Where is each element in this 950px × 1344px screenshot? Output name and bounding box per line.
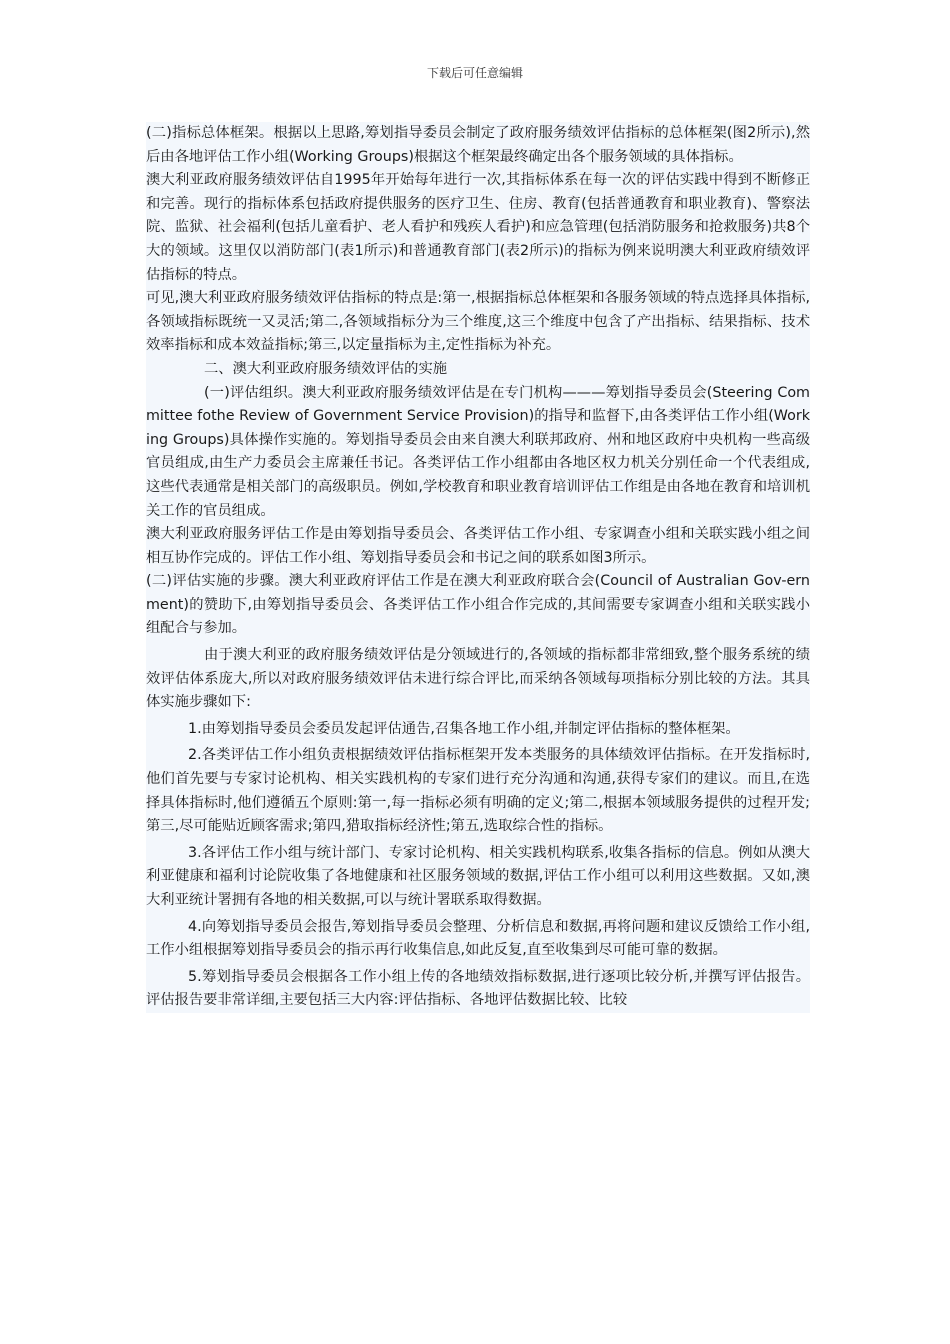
paragraph-collaboration: 澳大利亚政府服务评估工作是由筹划指导委员会、各类评估工作小组、专家调查小组和关联实践小组之间相互协作完成的。评估工作小组、筹划指导委员会和书记之间的联系如图3所示。	[146, 526, 810, 566]
step-2: 2.各类评估工作小组负责根据绩效评估指标框架开发本类服务的具体绩效评估指标。在开发指标时,他们首先要与专家讨论机构、相关实践机构的专家们进行充分沟通和沟通,获得专家们的建议。而且,在选择具体指标时,他们遵循五个原则:第一,每一指标必须有明确的定义;第二,根据本领域服务提供的过程开发;第三,尽可能贴近顾客需求;第四,猎取指标经济性;第五,选取综合性的指标。	[146, 747, 810, 835]
paragraph-indicator-framework: (二)指标总体框架。根据以上思路,筹划指导委员会制定了政府服务绩效评估指标的总体框架(图2所示),然后由各地评估工作小组(Working Groups)根据这个框架最终确定出各个服务领域的具体指标。	[146, 125, 810, 165]
document-body	[146, 122, 810, 1013]
paragraph-indicator-features: 可见,澳大利亚政府服务绩效评估指标的特点是:第一,根据指标总体框架和各服务领域的特点选择具体指标,各领域指标既统一又灵活;第二,各领域指标分为三个维度,这三个维度中包含了产出指标、结果指标、技术效率指标和成本效益指标;第三,以定量指标为主,定性指标为补充。	[146, 290, 810, 354]
paragraph-evaluation-history: 澳大利亚政府服务绩效评估自1995年开始每年进行一次,其指标体系在每一次的评估实践中得到不断修正和完善。现行的指标体系包括政府提供服务的医疗卫生、住房、教育(包括普通教育和职业教育)、警察法院、监狱、社会福利(包括儿童看护、老人看护和残疾人看护)和应急管理(包括消防服务和抢救服务)共8个大的领域。这里仅以消防部门(表1所示)和普通教育部门(表2所示)的指标为例来说明澳大利亚政府绩效评估指标的特点。	[146, 172, 810, 283]
step-4: 4.向筹划指导委员会报告,筹划指导委员会整理、分析信息和数据,再将问题和建议反馈给工作小组,工作小组根据筹划指导委员会的指示再行收集信息,如此反复,直至收集到尽可能可靠的数据。	[146, 918, 810, 959]
paragraph-comparison-method: 由于澳大利亚的政府服务绩效评估是分领域进行的,各领域的指标都非常细致,整个服务系统的绩效评估体系庞大,所以对政府服务绩效评估未进行综合评比,而采纳各领域每项指标分别比较的方法。其具体实施步骤如下:	[146, 647, 810, 711]
step-3: 3.各评估工作小组与统计部门、专家讨论机构、相关实践机构联系,收集各指标的信息。例如从澳大利亚健康和福利讨论院收集了各地健康和社区服务领域的数据,评估工作小组可以利用这些数据。又如,澳大利亚统计署拥有各地的相关数据,可以与统计署联系取得数据。	[146, 844, 810, 908]
section-heading-implementation: 二、澳大利亚政府服务绩效评估的实施	[204, 360, 448, 377]
paragraph-evaluation-organization: (一)评估组织。澳大利亚政府服务绩效评估是在专门机构———筹划指导委员会(Steering Committee fothe Review of Government Service Provision)的指导和监督下,由各类评估工作小组(Working Groups)具体操作实施的。筹划指导委员会由来自澳大利联邦政府、州和地区政府中央机构一些高级官员组成,由生产力委员会主席兼任书记。各类评估工作小组都由各地区权力机关分别任命一个代表组成,这些代表通常是相关部门的高级职员。例如,学校教育和职业教育培训评估工作组是由各地在教育和培训机关工作的官员组成。	[146, 384, 810, 519]
paragraph-implementation-steps: (二)评估实施的步骤。澳大利亚政府评估工作是在澳大利亚政府联合会(Council of Australian Gov-ernment)的赞助下,由筹划指导委员会、各类评估工作小组合作完成的,其间需要专家调查小组和关联实践小组配合与参加。	[146, 573, 810, 637]
page-header: 下载后可任意编辑	[426, 66, 523, 80]
step-5: 5.筹划指导委员会根据各工作小组上传的各地绩效指标数据,进行逐项比较分析,并撰写评估报告。评估报告要非常详细,主要包括三大内容:评估指标、各地评估数据比较、比较	[146, 968, 810, 1009]
step-1: 1.由筹划指导委员会委员发起评估通告,召集各地工作小组,并制定评估指标的整体框架。	[188, 720, 740, 737]
